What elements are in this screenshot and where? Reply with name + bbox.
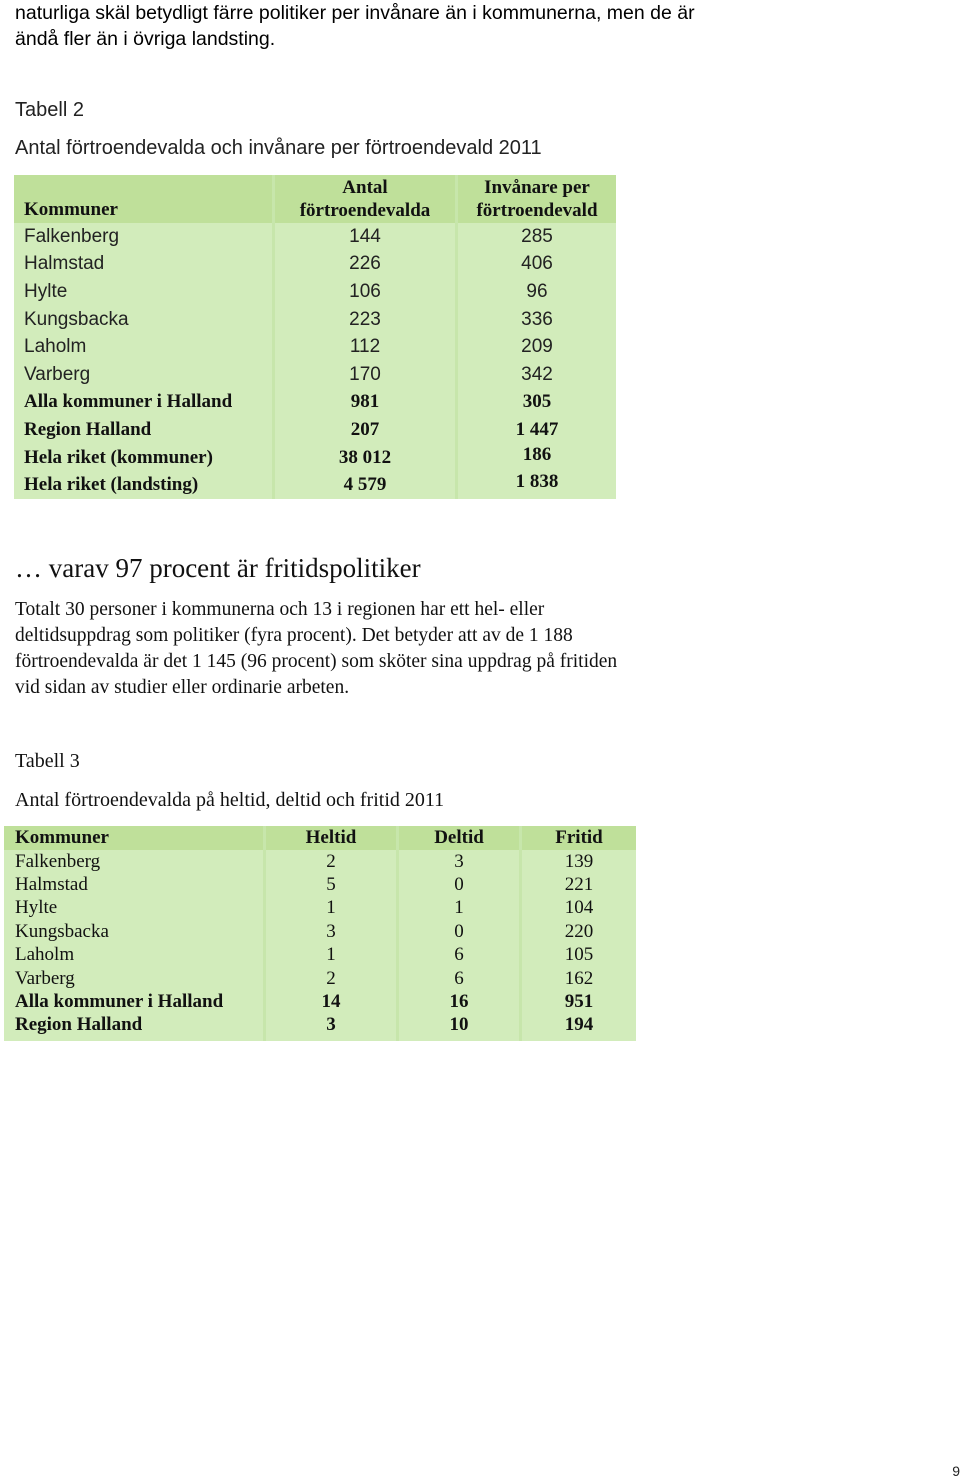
- table3-label: Tabell 3: [15, 750, 80, 772]
- cell-antal: 226: [275, 251, 458, 279]
- table-row: [14, 416, 616, 444]
- cell-antal: 170: [275, 361, 458, 389]
- cell-name: Hela riket (landsting): [14, 471, 275, 499]
- cell-invanare: 406: [521, 253, 553, 275]
- table3-header-heltid: Heltid: [266, 826, 399, 850]
- table-row: [14, 444, 616, 472]
- cell-name: Alla kommuner i Halland: [14, 389, 275, 417]
- cell-fritid: 105: [564, 944, 594, 966]
- table2-header-antal: Antal förtroendevalda: [275, 175, 458, 223]
- table-row: [14, 361, 616, 389]
- cell-deltid: 1: [399, 897, 522, 920]
- cell-deltid: 0: [399, 873, 522, 896]
- cell-antal: 112: [275, 333, 458, 361]
- cell-name: Hela riket (kommuner): [14, 444, 275, 472]
- cell-deltid: 6: [399, 944, 522, 967]
- cell-fritid: 951: [564, 991, 594, 1013]
- cell-antal: 38 012: [275, 444, 458, 472]
- cell-heltid: 3: [266, 920, 399, 943]
- cell-name: Kungsbacka: [14, 306, 275, 334]
- cell-invanare: 305: [522, 391, 552, 413]
- cell-antal: 223: [275, 306, 458, 334]
- table-row: [4, 990, 636, 1013]
- cell-name: Halmstad: [4, 873, 266, 896]
- table-row: [14, 251, 616, 279]
- paragraph-line: Totalt 30 personer i kommunerna och 13 i regionen har ett hel- eller: [15, 599, 545, 620]
- cell-name: Halmstad: [14, 251, 275, 279]
- table2-label: Tabell 2: [15, 99, 84, 121]
- table-row: [4, 1014, 636, 1041]
- cell-name: Hylte: [14, 278, 275, 306]
- table-row: [4, 850, 636, 873]
- intro-line: naturliga skäl betydligt färre politiker per invånare än i kommunerna, men de är: [15, 2, 695, 24]
- cell-antal: 981: [275, 389, 458, 417]
- cell-deltid: 16: [399, 990, 522, 1013]
- intro-line: ändå fler än i övriga landsting.: [15, 28, 276, 50]
- cell-name: Falkenberg: [14, 223, 275, 251]
- table-row: [14, 223, 616, 251]
- table-row: [4, 967, 636, 990]
- cell-heltid: 2: [266, 850, 399, 873]
- cell-invanare: 285: [521, 225, 553, 247]
- cell-name: Region Halland: [4, 1014, 266, 1041]
- cell-heltid: 14: [266, 990, 399, 1013]
- section-paragraph: [15, 597, 915, 701]
- table-row: [14, 333, 616, 361]
- cell-deltid: 10: [399, 1014, 522, 1041]
- cell-antal: 106: [275, 278, 458, 306]
- table-row: [14, 306, 616, 334]
- page-number: 9: [952, 1463, 960, 1479]
- table2-header-row: [14, 175, 616, 223]
- cell-name: Falkenberg: [4, 850, 266, 873]
- table-row: [14, 389, 616, 417]
- intro-text: [15, 0, 915, 52]
- cell-invanare: 96: [526, 280, 548, 302]
- cell-name: Laholm: [4, 944, 266, 967]
- table3-header-deltid: Deltid: [399, 826, 522, 850]
- cell-deltid: 0: [399, 920, 522, 943]
- table-row: [14, 278, 616, 306]
- table3-header-row: [4, 826, 636, 850]
- cell-antal: 4 579: [275, 471, 458, 499]
- table3-title: Antal förtroendevalda på heltid, deltid och fritid 2011: [15, 789, 445, 811]
- cell-heltid: 1: [266, 944, 399, 967]
- cell-name: Hylte: [4, 897, 266, 920]
- cell-invanare: 209: [521, 336, 553, 358]
- cell-fritid: 220: [564, 920, 594, 942]
- cell-name: Region Halland: [14, 416, 275, 444]
- cell-name: Varberg: [4, 967, 266, 990]
- cell-heltid: 2: [266, 967, 399, 990]
- cell-deltid: 6: [399, 967, 522, 990]
- paragraph-line: deltidsuppdrag som politiker (fyra procent). Det betyder att av de 1 188: [15, 625, 573, 646]
- cell-invanare: 186: [522, 443, 552, 465]
- cell-invanare: 1 838: [515, 471, 559, 493]
- cell-fritid: 104: [564, 897, 594, 919]
- cell-invanare: 336: [521, 308, 553, 330]
- table3-header-fritid: Fritid: [522, 826, 636, 850]
- table2-title: Antal förtroendevalda och invånare per förtroendevald 2011: [15, 137, 542, 159]
- paragraph-line: förtroendevalda är det 1 145 (96 procent) som sköter sina uppdrag på fritiden: [15, 651, 618, 672]
- table2-header-kommuner: Kommuner: [14, 175, 275, 223]
- paragraph-line: vid sidan av studier eller ordinarie arbeten.: [15, 677, 350, 698]
- cell-invanare: 1 447: [515, 418, 559, 440]
- table2-header-invanare: Invånare per förtroendevald: [458, 175, 616, 223]
- table3: [4, 826, 636, 1041]
- cell-deltid: 3: [399, 850, 522, 873]
- cell-name: Kungsbacka: [4, 920, 266, 943]
- table-row: [4, 944, 636, 967]
- cell-antal: 144: [275, 223, 458, 251]
- cell-fritid: 221: [564, 874, 594, 896]
- cell-invanare: 342: [521, 363, 553, 385]
- section-heading: … varav 97 procent är fritidspolitiker: [15, 553, 421, 583]
- table-row: [14, 471, 616, 499]
- cell-fritid: 139: [564, 850, 594, 872]
- cell-name: Alla kommuner i Halland: [4, 990, 266, 1013]
- table3-header-kommuner: Kommuner: [4, 826, 266, 850]
- cell-heltid: 5: [266, 873, 399, 896]
- cell-name: Varberg: [14, 361, 275, 389]
- table-row: [4, 873, 636, 896]
- cell-heltid: 3: [266, 1014, 399, 1041]
- cell-fritid: 194: [564, 1014, 594, 1036]
- table-row: [4, 897, 636, 920]
- cell-heltid: 1: [266, 897, 399, 920]
- cell-name: Laholm: [14, 333, 275, 361]
- cell-antal: 207: [275, 416, 458, 444]
- table-row: [4, 920, 636, 943]
- cell-fritid: 162: [564, 967, 594, 989]
- table2: [14, 175, 616, 499]
